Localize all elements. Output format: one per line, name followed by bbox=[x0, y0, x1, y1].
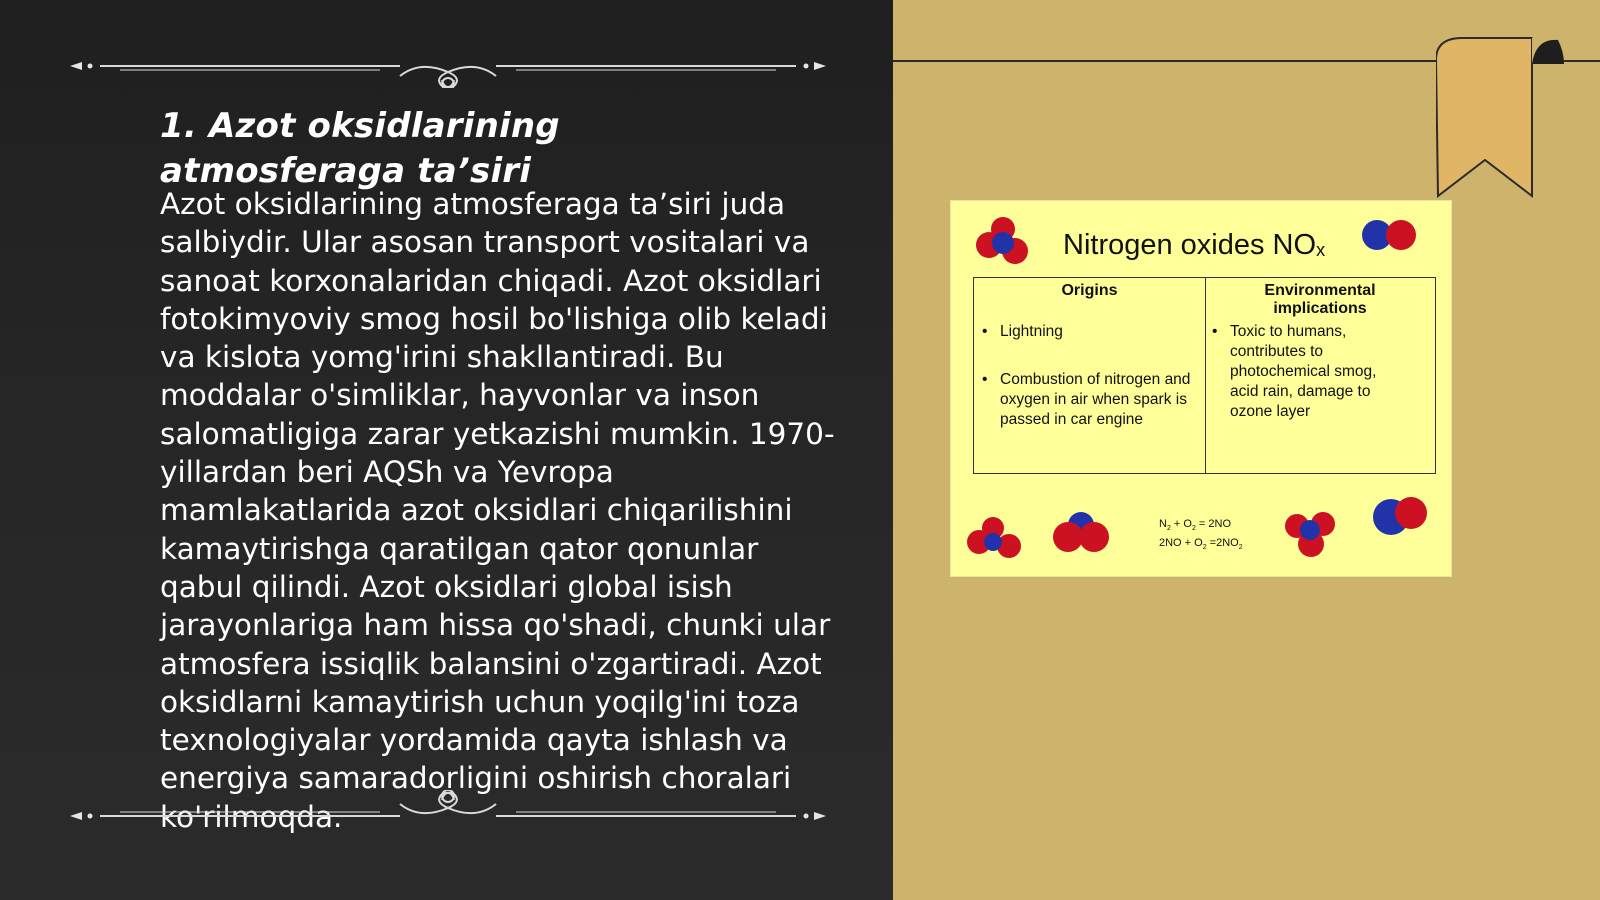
reaction-equations bbox=[1159, 517, 1243, 555]
molecule-icon bbox=[1051, 507, 1113, 557]
equation-line: $N_2 + O_2 = 2NO$ bbox=[1159, 518, 1232, 533]
implications-item: • Toxic to humans, contributes to photochemical smog, acid rain, damage to ozone layer bbox=[1212, 323, 1377, 420]
implications-column bbox=[1206, 278, 1434, 473]
molecule-icon bbox=[1281, 506, 1343, 562]
figure-title: Nitrogen oxides $NO_x$ bbox=[1063, 229, 1326, 261]
molecule-icon bbox=[963, 514, 1025, 562]
slide-title: 1. Azot oksidlarining atmosferaga ta’siri bbox=[160, 106, 560, 191]
nitrogen-oxides-figure bbox=[950, 200, 1452, 577]
molecule-icon bbox=[1359, 217, 1421, 253]
bookmark-ribbon-icon bbox=[1436, 36, 1564, 200]
slide-body-text: Azot oksidlarining atmosferaga ta’siri juda salbiydir. Ular asosan transport vositalari va sanoat korxonalaridan chiqadi. Azot oksidlari fotokimyoviy smog hosil bo'lishiga olib keladi va kislota yomg'irini shakllantiradi. Bu moddalar o'simliklar, hayvonlar va inson salomatligiga zarar yetkazishi mumkin. 1970-yillardan beri AQSh va Yevropa mamlakatlarida azot oksidlari chiqarilishini kamaytirishga qaratilgan qator qonunlar qabul qilindi. Azot oksidlari global isish jarayonlariga ham hissa qo'shadi, chunki ular atmosfera issiqlik balansini o'zgartiradi. Azot oksidlarni kamaytirish uchun yoqilg'ini toza texnologiyalar yordamida qayta ishlash va energiya samaradorligini oshirish choralari ko'rilmoqda. bbox=[160, 187, 835, 834]
origins-header: Origins bbox=[1061, 282, 1118, 299]
ornament-divider-bottom-icon bbox=[70, 790, 826, 830]
origins-column bbox=[974, 278, 1206, 473]
ornament-divider-top-icon bbox=[70, 48, 826, 88]
nox-table bbox=[973, 277, 1436, 474]
origins-item: • Lightning bbox=[982, 323, 1063, 340]
implications-header: Environmental implications bbox=[1264, 282, 1376, 317]
equation-line: $2NO + O_2 =2NO_2$ bbox=[1159, 537, 1243, 552]
origins-item: • Combustion of nitrogen and oxygen in air when spark is passed in car engine bbox=[982, 371, 1191, 428]
molecule-icon bbox=[1369, 493, 1431, 541]
molecule-icon bbox=[973, 215, 1033, 267]
